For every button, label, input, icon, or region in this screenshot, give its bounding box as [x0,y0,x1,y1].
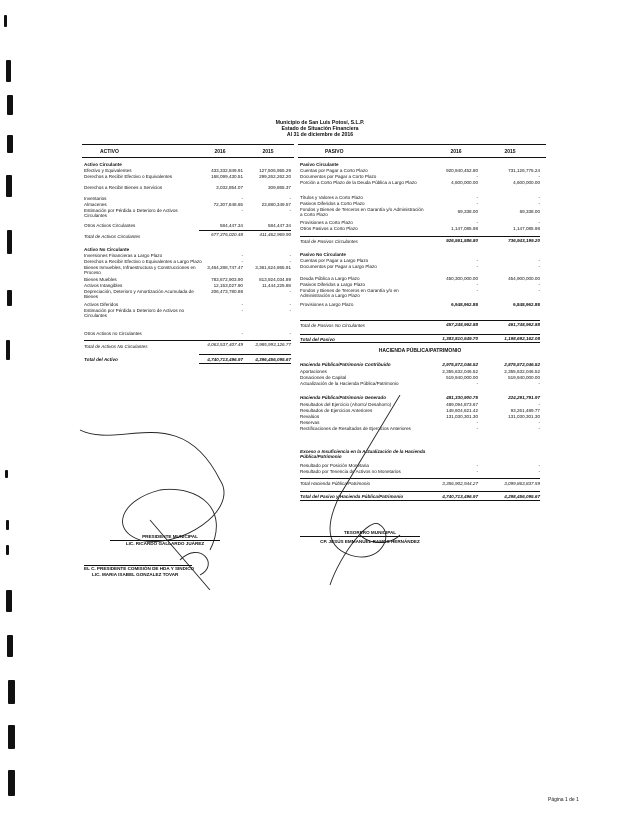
row-value-2016: 206,473,780.88 [211,289,243,294]
row-label: Documentos por Pagar a Largo Plazo [300,264,377,269]
row-label: Almacenes [84,202,107,207]
row-label: Rectificaciones de Resultados de Ejercicios Anteriores [300,426,411,431]
row-value-2016: - [476,258,478,263]
row-label: Pasivos Diferidos a Largo Plazo [300,282,366,287]
row-value-2015: 11,444,225.88 [261,283,291,288]
row-value-2016: 3,032,854.07 [216,185,243,190]
binder-mark [6,175,12,197]
right-header-bottom-rule [298,157,546,158]
row-value-2016: 519,940,000.00 [446,375,478,380]
subtotal-rule [199,230,291,231]
row-value-2016: - [241,208,243,213]
binder-mark [7,135,13,153]
row-value-2016: 69,338.00 [457,209,478,214]
patrimonio-contribuido-2015: 2,875,572,046.52 [504,362,540,367]
row-value-2015: - [289,208,291,213]
row-label: Provisiones a Corto Plazo [300,220,353,225]
subtotal-rule [300,320,540,321]
patrimonio-generado-title: Hacienda Pública/Patrimonio Generado [300,395,387,400]
row-label: Bienes Inmuebles, Infraestructura y Construcciones en Proceso [84,265,196,276]
pasivo-no-circulante-title: Pasivo No Circulante [300,252,346,257]
row-value-2015: - [538,402,540,407]
patrimonio-generado-2015: 224,291,791.97 [508,395,540,400]
signature-line-treasurer [300,536,420,537]
row-label: Resultado por Posición Monetaria [300,463,369,468]
grand-total-label: Total del Pasivo y Hacienda Pública/Patrimonio [300,494,404,499]
row-label: Pasivos Diferidos a Corto Plazo [300,201,365,206]
binder-mark [8,725,15,749]
total-activo-label: Total del Activo [84,357,118,362]
commission-name: LIC. MARIA ISABEL GONZALEZ TOVAR [92,572,179,577]
subtotal-rule [84,340,291,341]
statement-title: Estado de Situación Financiera [281,126,359,132]
row-value-2015: 127,506,955.29 [259,168,291,173]
total-double-rule [199,363,291,364]
row-value-2016: 1,147,085.98 [451,226,478,231]
patrimonio-contribuido-2016: 2,975,572,046.52 [442,362,478,367]
activo-circulante-total-2015: 411,462,969.90 [259,232,291,237]
binder-mark [4,15,7,27]
binder-mark [6,520,9,530]
signature-treasurer-icon [300,395,460,595]
total-rule [199,354,291,355]
row-value-2016: - [241,331,243,336]
row-value-2016: 920,940,452.80 [446,168,478,173]
row-value-2015: - [289,196,291,201]
row-label: Deuda Pública a Largo Plazo [300,276,360,281]
row-label: Cuentas por Pagar a Corto Plazo [300,168,368,173]
row-label: Provisiones a Largo Plazo [300,302,354,307]
binder-mark [7,290,12,306]
row-value-2015: - [538,282,540,287]
row-value-2016: 489,094,873.67 [446,402,478,407]
row-label: Títulos y Valores a Corto Plazo [300,195,363,200]
row-value-2015: - [538,288,540,293]
pasivo-circulante-total-2016: 926,561,586.80 [446,238,478,243]
row-value-2015: - [538,201,540,206]
treasurer-title: TESORERO MUNICIPAL [343,530,397,535]
row-value-2016: 4,600,000.00 [451,180,478,185]
row-value-2016: - [476,469,478,474]
row-label: Derechos a Recibir Efectivo o Equivalentes a Largo Plazo [84,259,202,264]
row-label: Actualización de la Hacienda Pública/Patrimonio [300,381,399,386]
total-activo-2016: 4,740,713,496.97 [207,357,243,362]
row-label: Otros Activos Circulantes [84,223,136,228]
row-value-2015: - [538,258,540,263]
row-value-2015: - [538,174,540,179]
row-value-2016: 433,332,849.91 [211,168,243,173]
row-value-2016: - [476,381,478,386]
row-value-2015: - [289,259,291,264]
col-year-2015-left: 2015 [262,149,274,155]
total-hacienda-label: Total Hacienda Pública/Patrimonio [300,481,371,486]
row-value-2016: - [476,282,478,287]
binder-mark [5,470,8,478]
row-value-2015: 299,262,262.20 [259,174,291,179]
left-header-bottom-rule [82,157,294,158]
row-value-2015: - [289,302,291,307]
row-value-2015: 454,900,000.00 [508,276,540,281]
row-value-2015: 519,940,000.00 [508,375,540,380]
row-value-2016: - [476,220,478,225]
row-value-2015: - [538,420,540,425]
row-label: Inversiones Financieras a Largo Plazo [84,253,163,258]
row-value-2016: - [241,259,243,264]
row-value-2016: 584,447.34 [220,223,243,228]
pasivo-circulante-total-2015: 736,943,199.20 [508,238,540,243]
col-year-2016-left: 2016 [214,149,226,155]
row-label: Resultado por Tenencia de Activos no Monetarios [300,469,401,474]
total-double-rule [300,342,540,343]
row-value-2015: - [289,253,291,258]
row-value-2015: - [538,469,540,474]
grand-total-2015: 4,298,456,095.67 [504,494,540,499]
total-hacienda-2016: 3,356,902,944.27 [442,481,478,486]
total-pasivo-2015: 1,198,692,162.08 [504,336,540,341]
activo-circulante-title: Activo Circulante [84,162,122,167]
pasivo-circulante-total-label: Total de Pasivos Circulantes [300,239,358,244]
pasivo-circulante-title: Pasivo Circulante [300,162,339,167]
grand-total-2016: 4,740,713,496.97 [442,494,478,499]
row-value-2016: 131,030,301.30 [446,414,478,419]
row-label: Donaciones de Capital [300,375,347,380]
activo-no-circulante-total-label: Total de Activos No Circulantes [84,344,148,349]
row-label: Resultados del Ejercicio (Ahorro/ Desahorro) [300,402,392,407]
row-label: Revalúos [300,414,320,419]
binder-mark [7,95,13,115]
total-hacienda-2015: 3,099,863,837.59 [504,481,540,486]
binder-mark [7,230,12,254]
row-value-2016: - [476,195,478,200]
president-title: PRESIDENTE MUNICIPAL [142,534,198,539]
total-pasivo-2016: 1,383,810,549.70 [442,336,478,341]
row-value-2015: - [538,195,540,200]
row-value-2015: - [538,463,540,468]
patrimonio-contribuido-title: Hacienda Pública/Patrimonio Contribuido [300,362,391,367]
row-value-2015: 93,261,489.77 [510,408,540,413]
row-value-2015: - [538,264,540,269]
row-value-2015: 131,030,301.30 [508,414,540,419]
row-label: Derechos a Recibir Bienes o Servicios [84,185,163,190]
page-number: Página 1 de 1 [548,797,579,803]
row-label: Documentos por Pagar a Corto Plazo [300,174,377,179]
row-value-2016: - [476,463,478,468]
row-label: Aportaciones [300,369,327,374]
row-value-2016: - [476,201,478,206]
row-value-2015: 6,848,962.88 [513,302,540,307]
exceso-insuficiencia-title: Exceso o Insuficiencia en la Actualización de la Hacienda Pública/Patrimonio [300,449,426,460]
row-label: Fondos y Bienes de Terceros en Garantía y/o en Administración a Largo Plazo [300,288,399,299]
header-block [220,120,420,138]
row-label: Fondos y Bienes de Terceros en Garantía y/o Administración a Corto Plazo [300,207,424,218]
row-value-2015: 69,338.00 [519,209,540,214]
binder-mark [6,590,12,612]
row-value-2015: 309,865.37 [268,185,291,190]
row-value-2015: 1,147,085.98 [513,226,540,231]
row-value-2016: 148,604,621.42 [446,408,478,413]
row-label: Inventarios [84,196,107,201]
right-header-top-rule [298,144,546,145]
row-value-2016: - [241,302,243,307]
binder-mark [6,60,11,82]
row-value-2015: - [289,289,291,294]
signature-scribbles-icon [60,390,320,590]
pasivo-no-circulante-total-label: Total de Pasivos No Circulantes [300,323,365,328]
col-title-pasivo: PASIVO [325,149,344,155]
entity-name: Municipio de San Luis Potosí, S.L.P. [275,120,365,126]
row-value-2016: - [476,426,478,431]
col-year-2016-right: 2016 [450,149,462,155]
left-header-top-rule [82,144,294,145]
row-label: Efectivo y Equivalentes [84,168,132,173]
row-value-2016: 168,099,430.51 [211,174,243,179]
row-value-2016: - [241,196,243,201]
row-value-2016: 783,672,903.90 [211,277,243,282]
row-value-2016: 6,948,962.88 [451,302,478,307]
row-label: Activos Intangibles [84,283,123,288]
row-label: Otros Activos no Circulantes [84,331,142,336]
row-value-2015: - [538,426,540,431]
row-label: Porción a Corto Plazo de la Deuda Pública a Largo Plazo [300,180,417,185]
total-rule [300,334,540,335]
row-value-2016: - [476,174,478,179]
col-title-activo: ACTIVO [100,149,119,155]
binder-mark [8,770,15,796]
activo-no-circulante-total-2015: 3,985,993,126.77 [255,342,291,347]
row-label: Bienes Muebles [84,277,117,282]
row-label: Otros Pasivos a Corto Plazo [300,226,358,231]
row-value-2015: - [289,331,291,336]
pasivo-no-circulante-total-2015: 461,748,962.88 [508,322,540,327]
row-value-2015: 4,600,000.00 [513,180,540,185]
row-label: Estimación por Pérdida o Deterioro de Activos no Circulantes [84,308,185,319]
row-label: Reservas [300,420,320,425]
row-value-2016: 72,307,848.65 [213,202,243,207]
row-value-2015: - [289,308,291,313]
binder-mark [7,635,13,657]
row-label: Estimación por Pérdida o Deterioro de Activos Circulantes [84,208,178,219]
row-value-2015: - [538,381,540,386]
row-value-2016: - [241,253,243,258]
total-pasivo-label: Total del Pasivo [300,337,335,342]
patrimonio-generado-2016: 481,330,900.75 [446,395,478,400]
activo-no-circulante-title: Activo No Circulante [84,247,130,252]
row-value-2016: 12,153,027.90 [213,283,243,288]
row-value-2016: - [476,420,478,425]
binder-mark [6,340,10,360]
treasurer-name: CP. JESÚS EMMANUEL RAMOS HERNÁNDEZ [320,539,420,544]
subtotal-rule [300,236,540,237]
row-value-2015: - [538,220,540,225]
pasivo-no-circulante-total-2016: 457,248,962.88 [446,322,478,327]
col-year-2015-right: 2015 [504,149,516,155]
row-value-2016: - [241,308,243,313]
row-label: Derechos a Recibir Efectivo o Equivalentes [84,174,173,179]
statement-date: Al 31 de diciembre de 2016 [286,132,354,138]
activo-no-circulante-total-2016: 4,063,537,407.49 [207,342,243,347]
row-value-2016: 450,300,000.00 [446,276,478,281]
row-label: Resultados de Ejercicios Anteriores [300,408,373,413]
row-value-2015: 813,924,034.89 [259,277,291,282]
row-label: Activos Diferidos [84,302,119,307]
row-value-2016: - [476,264,478,269]
row-value-2015: 584,447.34 [268,223,291,228]
row-value-2015: 731,126,775.24 [508,168,540,173]
binder-mark [8,680,15,704]
activo-circulante-total-2016: 677,376,020.48 [211,232,243,237]
activo-circulante-total-label: Total de Activos Circulantes [84,234,141,239]
row-label: Cuentas por Pagar a Largo Plazo [300,258,369,263]
commission-title: EL C. PRESIDENTE COMISIÓN DE HDA Y SINDICO [84,566,195,571]
row-value-2016: - [476,288,478,293]
binder-mark [6,545,9,555]
row-value-2016: 3,464,288,747.47 [207,265,243,270]
row-value-2016: 2,355,632,046.52 [442,369,478,374]
row-value-2015: 23,880,349.57 [261,202,291,207]
row-value-2015: 2,355,632,046.52 [504,369,540,374]
total-activo-2015: 4,396,456,095.67 [255,357,291,362]
row-value-2015: 3,361,624,865.91 [255,265,291,270]
president-name: LIC. RICARDO GALLARDO JUÁREZ [125,541,205,546]
hacienda-publica-title: HACIENDA PÚBLICA/PATRIMONIO [378,348,462,354]
row-label: Depreciación, Deterioro y Amortización Acumulada de Bienes [84,289,194,300]
